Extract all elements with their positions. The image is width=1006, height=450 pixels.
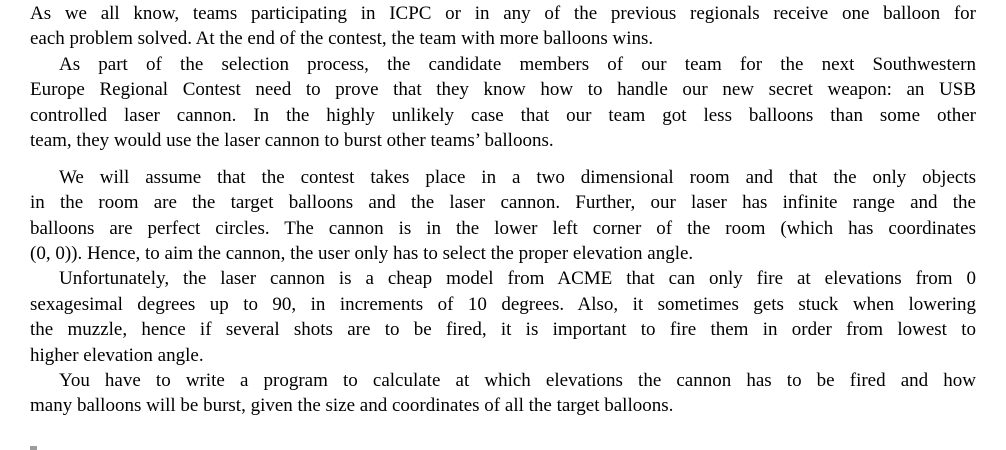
text-line: You have to write a program to calculate at which elevations the cannon has to be fired and how [59,369,976,391]
text-line: team, they would use the laser cannon to burst other teams’ balloons. [30,129,554,151]
paragraph [30,266,976,368]
paragraph [30,368,976,419]
text-line: many balloons will be burst, given the size and coordinates of all the target balloons. [30,395,674,417]
text-line: We will assume that the contest takes place in a two dimensional room and that the only objects [59,166,976,188]
text-line: As part of the selection process, the candidate members of our team for the next Southwestern [59,53,976,75]
text-line: in the room are the target balloons and the laser cannon. Further, our laser has infinite range and the [30,192,976,214]
cut-off-heading-fragment [30,446,37,450]
text-line: the muzzle, hence if several shots are to be fired, it is important to fire them in order from lowest to [30,319,976,341]
text-line: controlled laser cannon. In the highly unlikely case that our team got less balloons than some other [30,104,976,126]
text-line: each problem solved. At the end of the contest, the team with more balloons wins. [30,28,654,50]
text-line: balloons are perfect circles. The cannon is in the lower left corner of the room (which has coordinates [30,217,976,239]
text-line: Unfortunately, the laser cannon is a cheap model from ACME that can only fire at elevations from 0 [59,268,976,290]
paragraph [30,165,976,267]
text-line: higher elevation angle. [30,344,204,366]
paragraph [30,1,976,52]
text-line: sexagesimal degrees up to 90, in increments of 10 degrees. Also, it sometimes gets stuck when lowering [30,293,976,315]
text-line: As we all know, teams participating in ICPC or in any of the previous regionals receive one balloon for [30,3,976,24]
text-line: (0, 0)). Hence, to aim the cannon, the user only has to select the proper elevation angle. [30,243,694,265]
text-line: Europe Regional Contest need to prove that they know how to handle our new secret weapon: an USB [30,79,976,101]
problem-text [30,1,976,419]
paragraph [30,52,976,154]
